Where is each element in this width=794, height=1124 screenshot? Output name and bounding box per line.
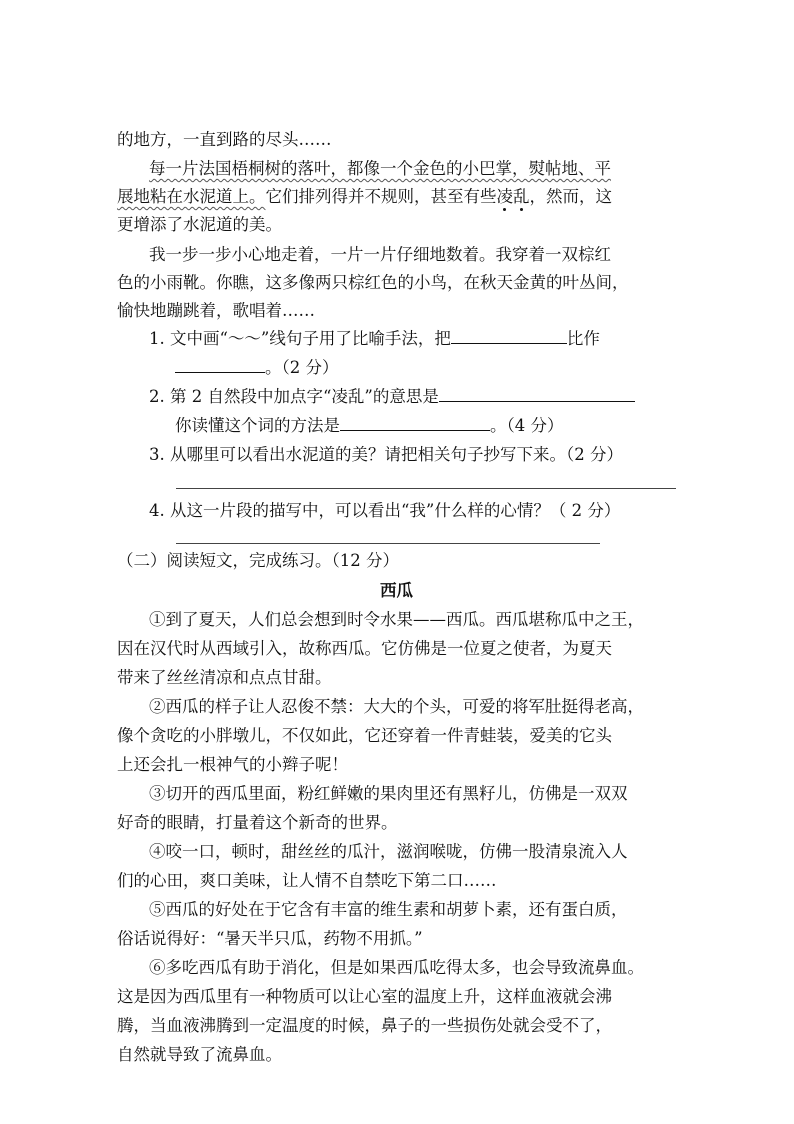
article-title: 西瓜 [380, 581, 413, 600]
article-line: 这是因为西瓜里有一种物质可以让心室的温度上升，这样血液就会沸 [117, 987, 612, 1006]
question-text: 比作 [566, 329, 600, 348]
answer-blank[interactable] [175, 354, 265, 373]
question-text: 2. 第 2 自然段中加点字“凌乱”的意思是 [149, 387, 439, 406]
answer-line[interactable] [176, 488, 676, 489]
passage-line: 愉快地蹦跳着，歌唱着…… [117, 301, 315, 320]
question-text: 。（4 分） [490, 416, 564, 435]
article-line: ①到了夏天，人们总会想到时令水果——西瓜。西瓜堪称瓜中之王， [149, 610, 644, 629]
article-line: ②西瓜的样子让人忍俊不禁：大大的个头，可爱的将军肚挺得老高， [149, 697, 644, 716]
passage-line: 我一步一步小心地走着，一片一片仔细地数着。我穿着一双棕红 [149, 245, 611, 264]
question-3: 3. 从哪里可以看出水泥道的美？请把相关句子抄写下来。（2 分） [149, 445, 623, 464]
article-line: 好奇的眼睛，打量着这个新奇的世界。 [117, 813, 398, 832]
article-line: ⑤西瓜的好处在于它含有丰富的维生素和胡萝卜素，还有蛋白质， [149, 900, 628, 919]
passage-line: 更增添了水泥道的美。 [117, 215, 282, 234]
article-line: 因在汉代时从西域引入，故称西瓜。它仿佛是一位夏之使者，为夏天 [117, 639, 612, 658]
passage-line: 色的小雨靴。你瞧，这多像两只棕红色的小鸟，在秋天金黄的叶丛间， [117, 273, 629, 292]
passage-line-wavy [149, 154, 611, 184]
question-text: 。（2 分） [265, 358, 339, 377]
metaphor-sentence-part2: 展地粘在水泥道上。 [117, 187, 266, 206]
dotted-char: 凌 [496, 187, 513, 206]
article-line: 腾，当血液沸腾到一定温度的时候，鼻子的一些损伤处就会受不了， [117, 1016, 612, 1035]
question-2 [149, 382, 635, 412]
article-line: ③切开的西瓜里面，粉红鲜嫩的果肉里还有黑籽儿，仿佛是一双双 [149, 784, 628, 803]
question-4: 4. 从这一片段的描写中，可以看出“我”什么样的心情？（ 2 分） [149, 501, 621, 520]
passage-line: 的地方，一直到路的尽头…… [117, 130, 332, 149]
question-1 [149, 324, 600, 354]
answer-blank[interactable] [439, 383, 635, 402]
passage-line [117, 182, 612, 212]
question-text: 1. 文中画“～～”线句子用了比喻手法，把 [149, 329, 451, 348]
question-1-cont [175, 353, 339, 383]
article-line: 带来了丝丝清凉和点点甘甜。 [117, 668, 332, 687]
metaphor-sentence-part1: 每一片法国梧桐树的落叶，都像一个金色的小巴掌，熨帖地、平 [149, 159, 611, 178]
article-line: 俗话说得好：“暑天半只瓜，药物不用抓。” [117, 929, 423, 948]
article-line: 们的心田，爽口美味，让人情不自禁吃下第二口…… [117, 871, 497, 890]
question-text: 你读懂这个词的方法是 [175, 416, 340, 435]
answer-line[interactable] [176, 543, 600, 544]
answer-blank[interactable] [451, 325, 567, 344]
article-line: ⑥多吃西瓜有助于消化，但是如果西瓜吃得太多，也会导致流鼻血。 [149, 958, 644, 977]
question-2-cont [175, 411, 564, 441]
dotted-char: 乱 [513, 187, 530, 206]
article-line: 自然就导致了流鼻血。 [117, 1045, 282, 1064]
passage-text: 它们排列得并不规则，甚至有些 [265, 187, 497, 206]
article-line: ④咬一口，顿时，甜丝丝的瓜汁，滋润喉咙，仿佛一股清泉流入人 [149, 842, 628, 861]
article-line: 像个贪吃的小胖墩儿，不仅如此，它还穿着一件青蛙装，爱美的它头 [117, 726, 612, 745]
answer-blank[interactable] [340, 412, 490, 431]
article-line: 上还会扎一根神气的小辫子呢！ [117, 755, 348, 774]
passage-text: ，然而，这 [529, 187, 612, 206]
section-heading: （二）阅读短文，完成练习。（12 分） [117, 551, 399, 570]
